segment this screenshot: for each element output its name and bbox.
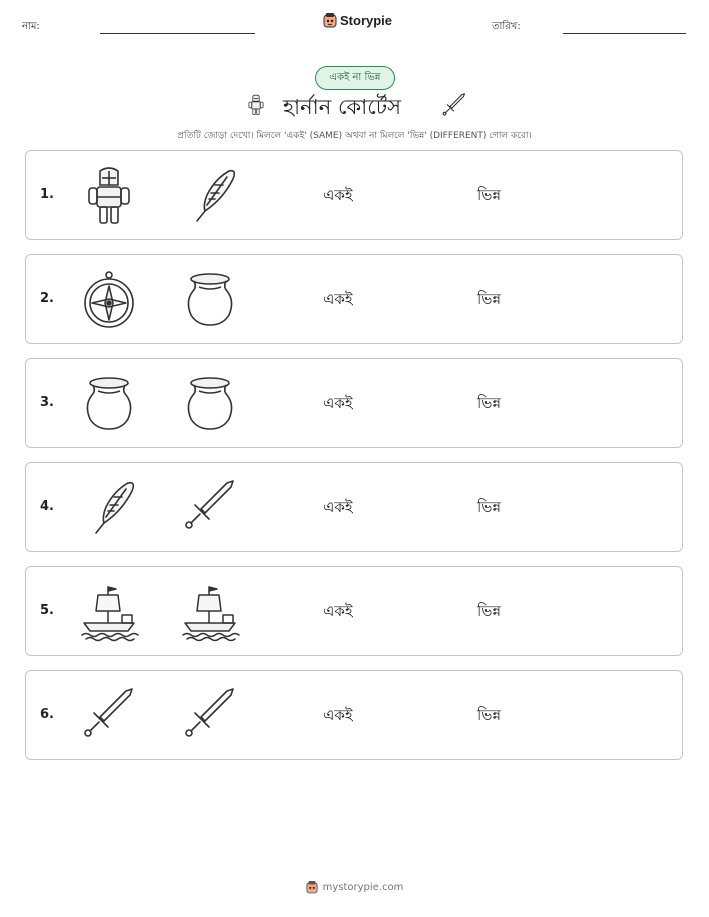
instructions-text: প্রতিটি জোড়া দেখো। মিললে 'একই' (SAME) অথবা না মিললে 'ভিন্ন' (DIFFERENT) গোল করো। (177, 131, 532, 141)
question-number: 4. (40, 499, 54, 514)
question-row (25, 462, 683, 552)
different-option[interactable]: ভিন্ন (477, 290, 502, 308)
storypie-mascot-icon (323, 12, 337, 28)
footer (0, 880, 709, 894)
question-number: 1. (40, 187, 54, 202)
name-field-line[interactable] (100, 33, 255, 34)
different-option[interactable]: ভিন্ন (477, 706, 502, 724)
different-option[interactable]: ভিন্ন (477, 498, 502, 516)
sword-icon (179, 477, 241, 539)
same-option[interactable]: একই (323, 394, 353, 412)
quill-icon (179, 165, 241, 227)
same-option[interactable]: একই (323, 706, 353, 724)
question-row (25, 254, 683, 344)
different-option[interactable]: ভিন্ন (477, 186, 502, 204)
knight-icon (78, 165, 140, 227)
question-row (25, 566, 683, 656)
same-option[interactable]: একই (323, 498, 353, 516)
date-label: তারিখ: (492, 21, 521, 32)
knight-icon (245, 91, 267, 119)
date-field-line[interactable] (563, 33, 686, 34)
pot-icon (78, 373, 140, 435)
question-row (25, 358, 683, 448)
different-option[interactable]: ভিন্ন (477, 602, 502, 620)
storypie-mascot-icon (306, 880, 318, 894)
quill-icon (78, 477, 140, 539)
sword-icon (440, 90, 468, 122)
compass-icon (78, 269, 140, 331)
brand-name: Storypie (340, 12, 393, 28)
sword-icon (179, 685, 241, 747)
sword-icon (78, 685, 140, 747)
pot-icon (179, 373, 241, 435)
storypie-logo (323, 12, 392, 28)
footer-site-link[interactable]: mystorypie.com (322, 881, 404, 893)
same-option[interactable]: একই (323, 186, 353, 204)
worksheet-type-badge: একই না ভিন্ন (315, 66, 395, 90)
question-number: 3. (40, 395, 54, 410)
question-number: 5. (40, 603, 54, 618)
worksheet-title: হার্নান কোর্টেস (283, 95, 402, 119)
question-number: 6. (40, 707, 54, 722)
name-label: নাম: (22, 21, 40, 32)
question-number: 2. (40, 291, 54, 306)
question-row (25, 670, 683, 760)
question-row (25, 150, 683, 240)
pot-icon (179, 269, 241, 331)
ship-icon (179, 581, 241, 643)
same-option[interactable]: একই (323, 602, 353, 620)
ship-icon (78, 581, 140, 643)
different-option[interactable]: ভিন্ন (477, 394, 502, 412)
same-option[interactable]: একই (323, 290, 353, 308)
